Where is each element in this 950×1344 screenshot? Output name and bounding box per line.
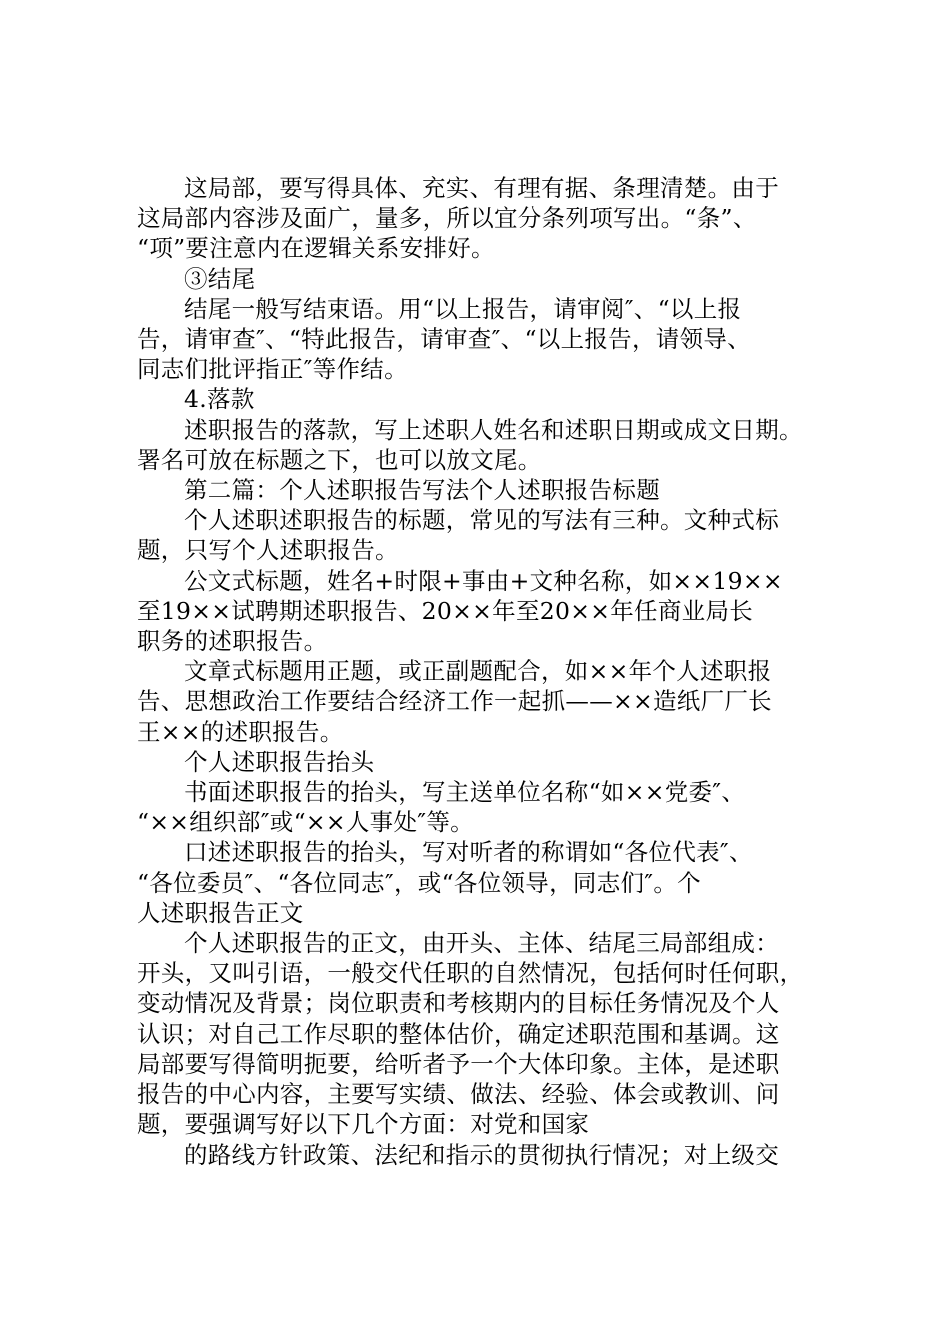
paragraph-line: “项”要注意内在逻辑关系安排好。 [137,234,495,263]
paragraph-line: 认识；对自己工作尽职的整体估价，确定述职范围和基调。这 [137,1019,780,1048]
section-heading: 4.落款 [184,385,255,414]
paragraph-line: 这局部，要写得具体、充实、有理有据、条理清楚。由于 [184,174,779,202]
paragraph-line: 职务的述职报告。 [137,627,328,656]
paragraph-line: 开头，又叫引语，一般交代任职的自然情况，包括何时任何职， [137,959,804,988]
section-heading: 个人述职报告抬头 [184,747,375,776]
paragraph-line: 个人述职述职报告的标题，常见的写法有三种。文种式标 [184,506,779,535]
paragraph-line: 至19××试聘期述职报告、20××年至20××年任商业局长 [137,596,754,625]
paragraph-line: 书面述职报告的抬头，写主送单位名称“如××党委″、 [184,778,746,807]
section-heading: ③结尾 [184,264,256,293]
paragraph-line: 告、思想政治工作要结合经济工作一起抓——××造纸厂厂长 [137,687,772,716]
paragraph-line: 同志们批评指正″等作结。 [137,355,408,384]
paragraph-line: 文章式标题用正题，或正副题配合，如××年个人述职报 [184,657,772,686]
paragraph-line: “各位委员″、“各位同志″，或“各位领导，同志们″。个 [137,868,701,897]
paragraph-line: 这局部内容涉及面广，量多，所以宜分条列项写出。“条”、 [137,204,757,233]
paragraph-line: 公文式标题，姓名+时限+事由+文种名称，如××19×× [184,566,783,595]
paragraph-line: 述职报告的落款，写上述职人姓名和述职日期或成文日期。 [184,415,803,444]
paragraph-line: 题，只写个人述职报告。 [137,536,399,565]
paragraph-line: 的路线方针政策、法纪和指示的贯彻执行情况；对上级交 [184,1140,779,1169]
section-heading: 第二篇：个人述职报告写法个人述职报告标题 [184,476,660,505]
paragraph-line: 结尾一般写结束语。用“以上报告，请审阅″、“以上报 [184,294,742,323]
paragraph-line: 口述述职报告的抬头，写对听者的称谓如“各位代表″、 [184,838,753,867]
paragraph-line: 变动情况及背景；岗位职责和考核期内的目标任务情况及个人 [137,989,780,1018]
paragraph-line: 局部要写得简明扼要，给听者予一个大体印象。主体，是述职 [137,1049,780,1078]
paragraph-line: 个人述职报告的正文，由开头、主体、结尾三局部组成： [184,929,779,958]
paragraph-line: 王××的述职报告。 [137,717,344,746]
paragraph-line: 告，请审查″、“特此报告，请审查″、“以上报告，请领导、 [137,325,751,354]
paragraph-line: 报告的中心内容，主要写实绩、做法、经验、体会或教训、问 [137,1080,780,1109]
paragraph-line: “××组织部″或“××人事处″等。 [137,808,474,837]
document-page [137,173,837,1170]
paragraph-line: 题，要强调写好以下几个方面：对党和国家 [137,1110,590,1139]
paragraph-line: 人述职报告正文 [137,898,304,927]
paragraph-line: 署名可放在标题之下，也可以放文尾。 [137,445,542,474]
